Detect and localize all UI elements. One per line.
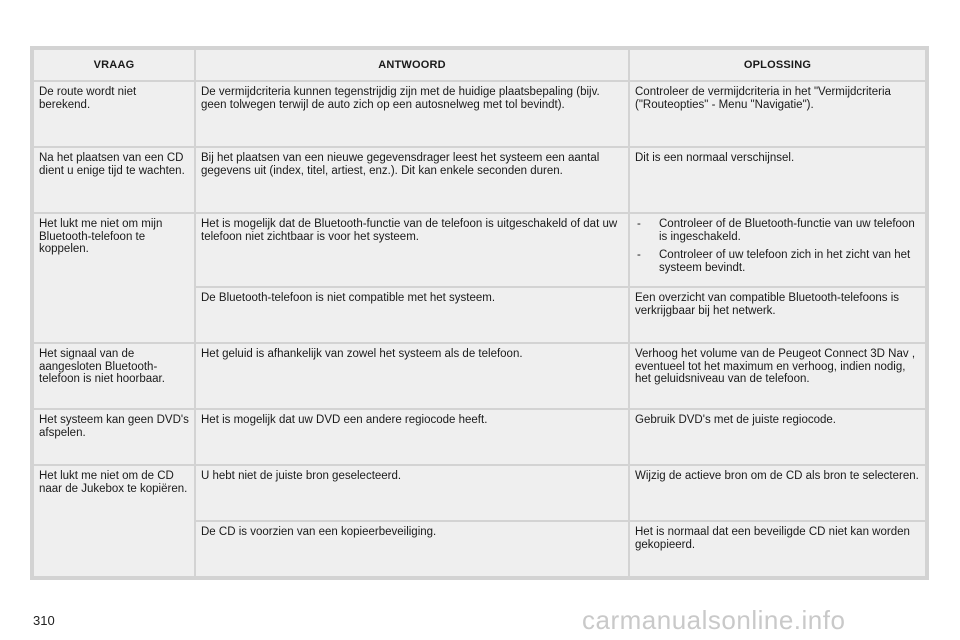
page-number: 310 [33,613,55,628]
vraag-cell: Het lukt me niet om mijn Bluetooth-telefoon te koppelen. [34,214,194,342]
antwoord-cell: Het is mogelijk dat de Bluetooth-functie van de telefoon is uitgeschakeld of dat uw telefoon niet zichtbaar is voor het systeem. [196,214,628,286]
vraag-cell: De route wordt niet berekend. [34,82,194,146]
antwoord-cell: Het is mogelijk dat uw DVD een andere regiocode heeft. [196,410,628,464]
oplossing-cell: Verhoog het volume van de Peugeot Connect 3D Nav , eventueel tot het maximum en verhoog, indien nodig, het geluidsniveau van de telefoon. [630,344,925,408]
table-row [34,410,925,464]
vraag-cell: Het signaal van de aangesloten Bluetooth-telefoon is niet hoorbaar. [34,344,194,408]
header-antwoord: ANTWOORD [196,50,628,80]
antwoord-cell: Bij het plaatsen van een nieuwe gegevensdrager leest het systeem een aantal gegevens uit (index, titel, artiest, enz.). Dit kan enkele seconden duren. [196,148,628,212]
oplossing-cell: Het is normaal dat een beveiligde CD niet kan worden gekopieerd. [630,522,925,576]
antwoord-cell: De vermijdcriteria kunnen tegenstrijdig zijn met de huidige plaatsbepaling (bijv. geen tolwegen terwijl de auto zich op een autosnelweg met tol bevindt). [196,82,628,146]
vraag-cell: Na het plaatsen van een CD dient u enige tijd te wachten. [34,148,194,212]
vraag-cell: Het lukt me niet om de CD naar de Jukebox te kopiëren. [34,466,194,576]
header-vraag: VRAAG [34,50,194,80]
table-header-row [34,50,925,80]
table-row [34,344,925,408]
list-item: - Controleer of uw telefoon zich in het zicht van het systeem bevindt. [635,249,920,274]
list-item: - Controleer of de Bluetooth-functie van uw telefoon is ingeschakeld. [635,218,920,243]
oplossing-list [635,218,920,274]
oplossing-cell [630,214,925,286]
header-oplossing: OPLOSSING [630,50,925,80]
table-row [34,466,925,520]
vraag-cell: Het systeem kan geen DVD's afspelen. [34,410,194,464]
table-row [34,148,925,212]
antwoord-cell: U hebt niet de juiste bron geselecteerd. [196,466,628,520]
antwoord-cell: Het geluid is afhankelijk van zowel het systeem als de telefoon. [196,344,628,408]
table-row [34,214,925,286]
troubleshooting-table [32,48,927,578]
table-row [34,82,925,146]
troubleshooting-table-frame [30,46,929,580]
oplossing-cell: Dit is een normaal verschijnsel. [630,148,925,212]
antwoord-cell: De Bluetooth-telefoon is niet compatible met het systeem. [196,288,628,342]
antwoord-cell: De CD is voorzien van een kopieerbeveiliging. [196,522,628,576]
oplossing-cell: Controleer de vermijdcriteria in het "Vermijdcriteria ("Routeopties" - Menu "Navigatie"). [630,82,925,146]
watermark-text: carmanualsonline.info [582,605,846,635]
oplossing-cell: Gebruik DVD's met de juiste regiocode. [630,410,925,464]
oplossing-cell: Een overzicht van compatible Bluetooth-telefoons is verkrijgbaar bij het netwerk. [630,288,925,342]
oplossing-cell: Wijzig de actieve bron om de CD als bron te selecteren. [630,466,925,520]
